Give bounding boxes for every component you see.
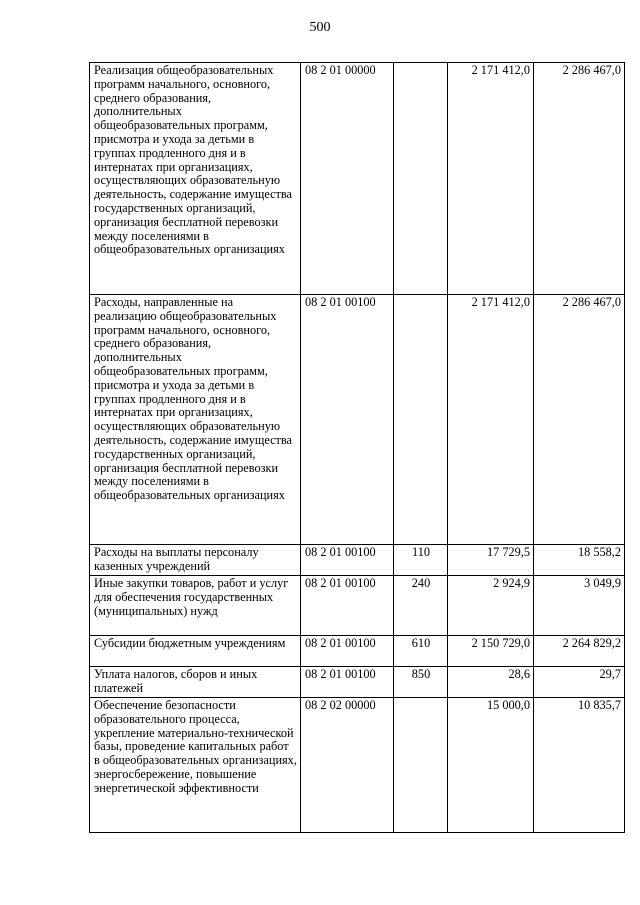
row-type-cell: 110 [394, 545, 448, 576]
row-value-2-cell: 3 049,9 [534, 576, 625, 636]
row-type-cell: 240 [394, 576, 448, 636]
row-code-cell: 08 2 01 00100 [301, 545, 394, 576]
table-row [90, 667, 625, 698]
row-name-cell: Субсидии бюджетным учреждениям [90, 636, 301, 667]
row-code-cell: 08 2 01 00100 [301, 636, 394, 667]
budget-table [89, 62, 625, 833]
row-value-2-cell: 2 286 467,0 [534, 295, 625, 545]
row-type-cell: 610 [394, 636, 448, 667]
row-type-cell [394, 63, 448, 295]
row-name-cell: Иные закупки товаров, работ и услуг для обеспечения государственных (муниципальных) нужд [90, 576, 301, 636]
row-code-cell: 08 2 02 00000 [301, 698, 394, 833]
row-type-cell [394, 295, 448, 545]
row-value-1-cell: 28,6 [448, 667, 534, 698]
row-value-2-cell: 10 835,7 [534, 698, 625, 833]
row-type-cell [394, 698, 448, 833]
row-name-cell: Реализация общеобразовательных программ начального, основного, среднего образования, дополнительных общеобразовательных программ, присмотра и ухода за детьми в группах продленного дня и в интернатах при организациях, осуществляющих образовательную деятельность, содержание имущества государственных организаций, организация бесплатной перевозки между поселениями в общеобразовательных организациях [90, 63, 301, 295]
row-value-1-cell: 2 171 412,0 [448, 63, 534, 295]
table-row [90, 698, 625, 833]
row-code-cell: 08 2 01 00100 [301, 295, 394, 545]
row-name-cell: Уплата налогов, сборов и иных платежей [90, 667, 301, 698]
table-row [90, 636, 625, 667]
row-value-2-cell: 29,7 [534, 667, 625, 698]
row-name-cell: Обеспечение безопасности образовательного процесса, укрепление материально-технической базы, проведение капитальных работ в общеобразовательных организациях, энергосбережение, повышение энергетической эффективности [90, 698, 301, 833]
row-value-2-cell: 2 264 829,2 [534, 636, 625, 667]
row-value-1-cell: 2 171 412,0 [448, 295, 534, 545]
row-value-1-cell: 2 150 729,0 [448, 636, 534, 667]
row-value-2-cell: 18 558,2 [534, 545, 625, 576]
row-value-1-cell: 17 729,5 [448, 545, 534, 576]
table-row [90, 63, 625, 295]
table-row [90, 295, 625, 545]
row-value-1-cell: 2 924,9 [448, 576, 534, 636]
row-value-1-cell: 15 000,0 [448, 698, 534, 833]
row-code-cell: 08 2 01 00100 [301, 667, 394, 698]
page-number: 500 [309, 20, 331, 35]
row-code-cell: 08 2 01 00000 [301, 63, 394, 295]
row-type-cell: 850 [394, 667, 448, 698]
row-name-cell: Расходы, направленные на реализацию общеобразовательных программ начального, основного, среднего образования, дополнительных общеобразовательных программ, присмотра и ухода за детьми в группах продленного дня и в интернатах при организациях, осуществляющих образовательную деятельность, содержание имущества государственных организаций, организация бесплатной перевозки между поселениями в общеобразовательных организациях [90, 295, 301, 545]
row-value-2-cell: 2 286 467,0 [534, 63, 625, 295]
table-row [90, 545, 625, 576]
table-row [90, 576, 625, 636]
row-code-cell: 08 2 01 00100 [301, 576, 394, 636]
row-name-cell: Расходы на выплаты персоналу казенных учреждений [90, 545, 301, 576]
